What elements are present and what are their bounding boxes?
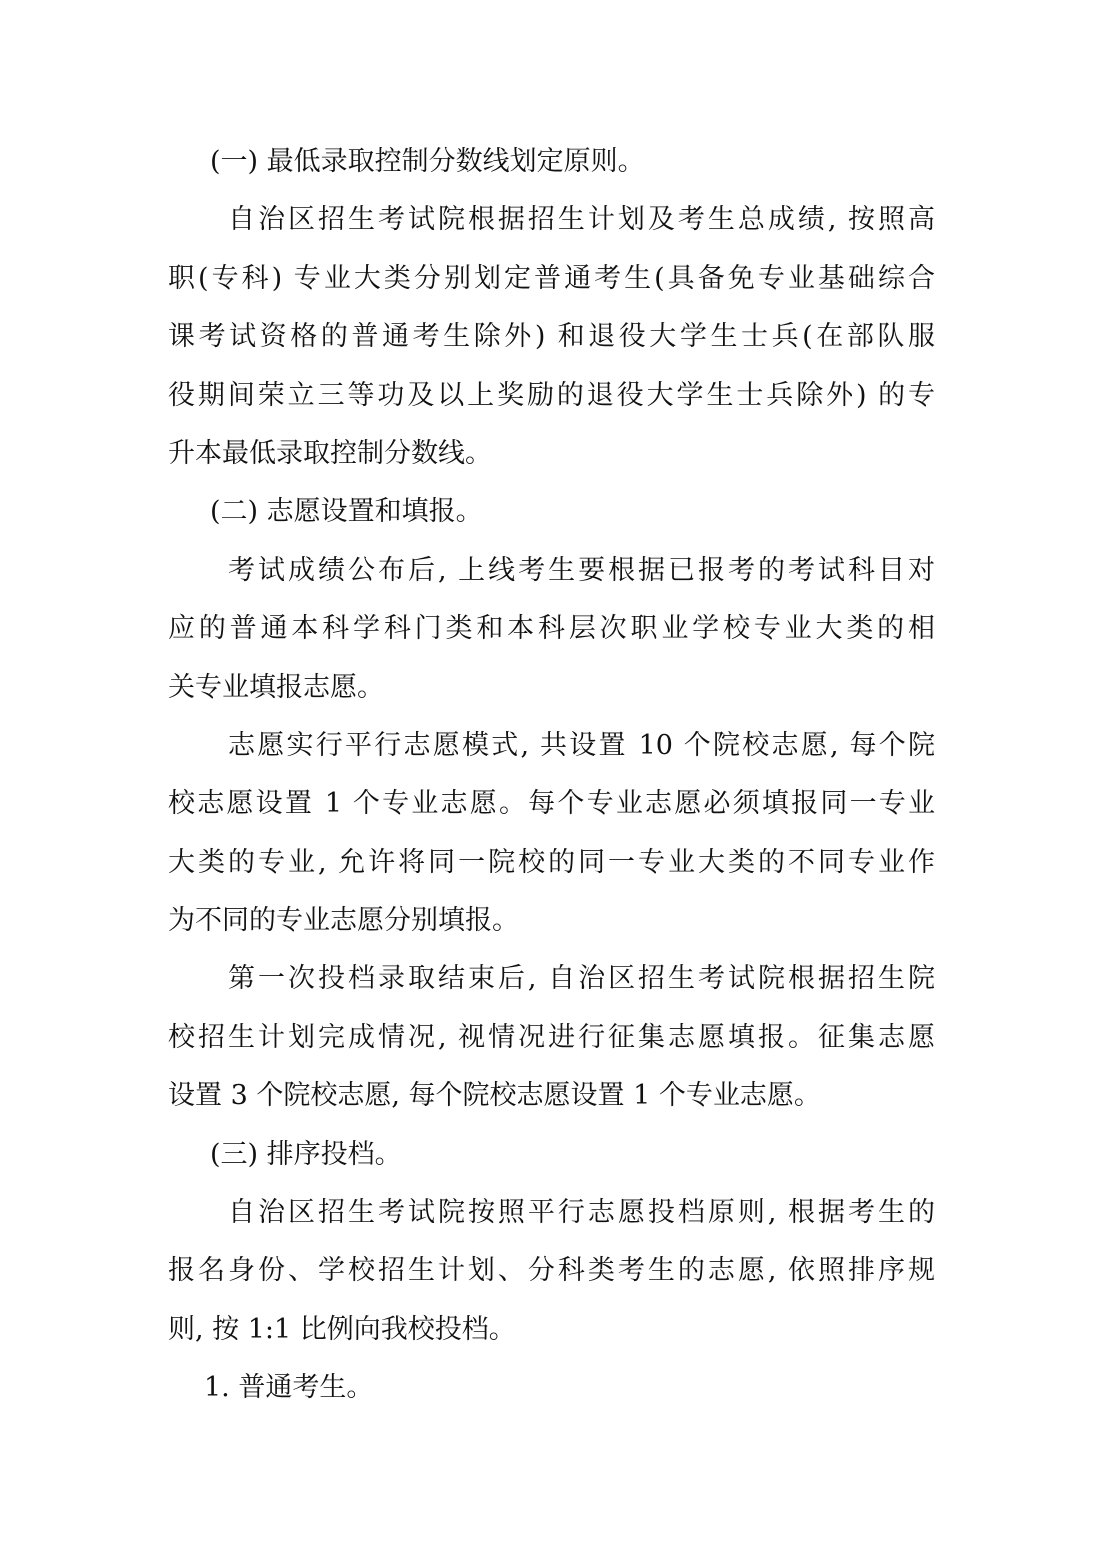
text-line: 考试成绩公布后, 上线考生要根据已报考的考试科目对 bbox=[228, 554, 935, 586]
text-line: 第一次投档录取结束后, 自治区招生考试院根据招生院 bbox=[228, 963, 935, 995]
text-line: 志愿实行平行志愿模式, 共设置 10 个院校志愿, 每个院 bbox=[228, 729, 935, 761]
text-line: 校招生计划完成情况, 视情况进行征集志愿填报。征集志愿 bbox=[168, 1021, 935, 1053]
text-line: 应的普通本科学科门类和本科层次职业学校专业大类的相 bbox=[168, 613, 935, 645]
text-line: 则, 按 1:1 比例向我校投档。 bbox=[168, 1313, 516, 1345]
paragraph bbox=[168, 1184, 935, 1359]
text-line: (一) 最低录取控制分数线划定原则。 bbox=[210, 146, 645, 177]
text-line: 自治区招生考试院根据招生计划及考生总成绩, 按照高 bbox=[228, 204, 935, 236]
document-body bbox=[168, 133, 935, 1418]
text-line: 报名身份、学校招生计划、分科类考生的志愿, 依照排序规 bbox=[168, 1255, 935, 1287]
paragraph bbox=[168, 950, 935, 1125]
text-line: 职(专科) 专业大类分别划定普通考生(具备免专业基础综合 bbox=[168, 262, 935, 294]
section-heading bbox=[168, 483, 935, 541]
text-line: 为不同的专业志愿分别填报。 bbox=[168, 905, 519, 937]
section-heading bbox=[168, 133, 935, 191]
text-line: 1. 普通考生。 bbox=[204, 1372, 374, 1404]
text-line: 设置 3 个院校志愿, 每个院校志愿设置 1 个专业志愿。 bbox=[168, 1080, 821, 1112]
text-line: 校志愿设置 1 个专业志愿。每个专业志愿必须填报同一专业 bbox=[168, 788, 935, 820]
text-line: 役期间荣立三等功及以上奖励的退役大学生士兵除外) 的专 bbox=[168, 379, 935, 411]
paragraph bbox=[168, 191, 935, 483]
text-line: 升本最低录取控制分数线。 bbox=[168, 437, 492, 469]
paragraph bbox=[168, 717, 935, 951]
text-line: (二) 志愿设置和填报。 bbox=[210, 496, 483, 528]
text-line: 关专业填报志愿。 bbox=[168, 671, 384, 703]
text-line: 大类的专业, 允许将同一院校的同一专业大类的不同专业作 bbox=[168, 846, 935, 878]
list-item bbox=[168, 1359, 935, 1417]
text-line: (三) 排序投档。 bbox=[210, 1138, 402, 1170]
paragraph bbox=[168, 542, 935, 717]
text-line: 自治区招生考试院按照平行志愿投档原则, 根据考生的 bbox=[228, 1197, 935, 1229]
text-line: 课考试资格的普通考生除外) 和退役大学生士兵(在部队服 bbox=[168, 321, 935, 353]
section-heading bbox=[168, 1126, 935, 1184]
